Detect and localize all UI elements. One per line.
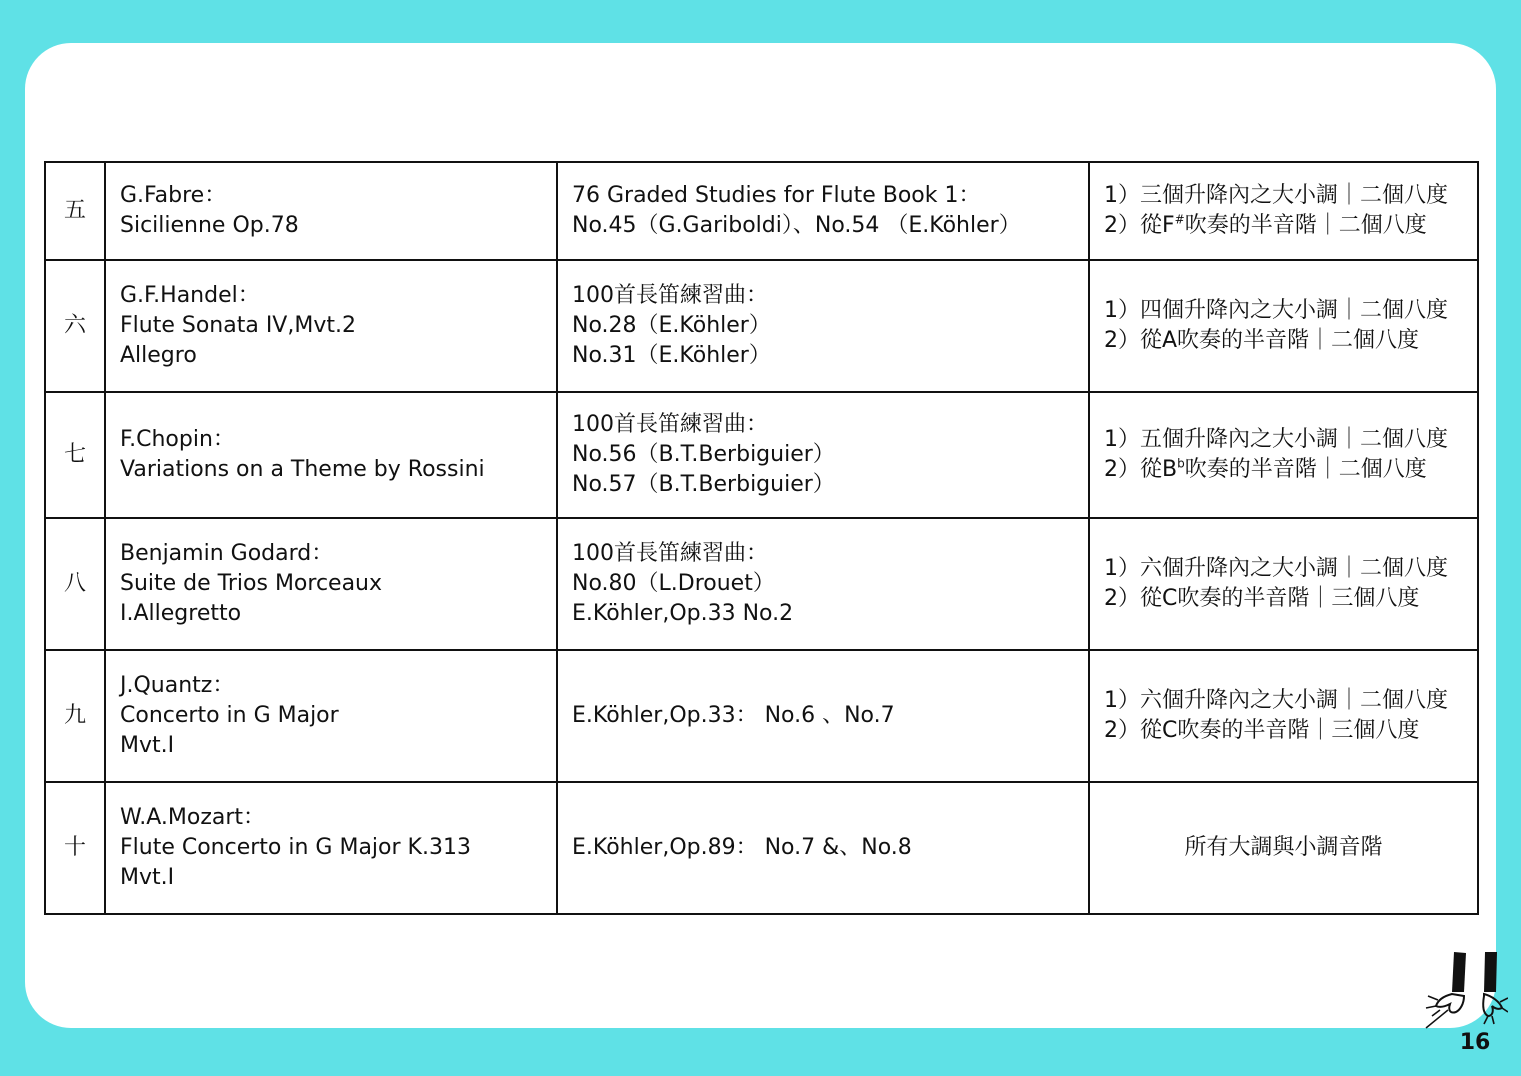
etude-line: No.57（B.T.Berbiguier） [572, 472, 835, 497]
piece-line: Flute Sonata IV,Mvt.2 [120, 313, 356, 338]
scales-cell [1089, 260, 1478, 392]
scale-text: 2）從F [1104, 213, 1175, 238]
piece-line: Mvt.I [120, 733, 175, 758]
scale-text: 1）五個升降內之大小調｜二個八度 [1104, 427, 1448, 452]
piece-line: Variations on a Theme by Rossini [120, 457, 485, 482]
piece-cell [105, 162, 557, 260]
scale-line [1104, 181, 1463, 211]
piece-line: J.Quantz： [120, 673, 235, 698]
etude-line: No.56（B.T.Berbiguier） [572, 442, 835, 467]
grade-cell: 五 [45, 162, 105, 260]
etude-line: E.Köhler,Op.33 No.2 [572, 601, 794, 626]
scale-line [1104, 425, 1463, 455]
piece-line: W.A.Mozart： [120, 805, 266, 830]
etude-line: No.80（L.Drouet） [572, 571, 775, 596]
etude-line: E.Köhler,Op.89： No.7 &、No.8 [572, 835, 912, 860]
table-row [45, 518, 1478, 650]
piece-cell [105, 650, 557, 782]
scale-text: 吹奏的半音階｜二個八度 [1184, 457, 1427, 482]
scale-line [1104, 455, 1463, 485]
scale-line [1104, 326, 1463, 356]
piece-line: I.Allegretto [120, 601, 242, 626]
scale-line [1104, 686, 1463, 716]
etude-line: 76 Graded Studies for Flute Book 1： [572, 183, 981, 208]
table-row [45, 650, 1478, 782]
table-row [45, 260, 1478, 392]
piece-cell [105, 260, 557, 392]
page-number: 16 [1459, 1030, 1491, 1055]
scale-text: 2）從C吹奏的半音階｜三個八度 [1104, 718, 1420, 743]
table-row [45, 782, 1478, 914]
scale-text: 1）六個升降內之大小調｜二個八度 [1104, 688, 1448, 713]
etude-line: No.28（E.Köhler） [572, 313, 771, 338]
scales-cell [1089, 392, 1478, 518]
etude-cell [557, 782, 1089, 914]
accidental-mark: b [1177, 456, 1185, 471]
piece-line: Mvt.I [120, 865, 175, 890]
grade-cell: 七 [45, 392, 105, 518]
piece-line: G.F.Handel： [120, 283, 260, 308]
scale-text: 1）六個升降內之大小調｜二個八度 [1104, 556, 1448, 581]
scale-line [1104, 716, 1463, 746]
etude-line: 100首長笛練習曲： [572, 283, 768, 308]
grade-cell: 九 [45, 650, 105, 782]
scale-text: 1）三個升降內之大小調｜二個八度 [1104, 183, 1448, 208]
scales-cell [1089, 650, 1478, 782]
table-row [45, 392, 1478, 518]
grade-cell: 六 [45, 260, 105, 392]
scale-line [1104, 211, 1463, 241]
scale-text: 所有大調與小調音階 [1184, 835, 1383, 860]
etude-cell [557, 518, 1089, 650]
accidental-mark: # [1174, 212, 1185, 227]
piece-line: G.Fabre： [120, 183, 227, 208]
scales-cell [1089, 782, 1478, 914]
scale-line [1104, 584, 1463, 614]
etude-cell [557, 392, 1089, 518]
scale-text: 2）從C吹奏的半音階｜三個八度 [1104, 586, 1420, 611]
etude-cell [557, 650, 1089, 782]
etude-line: 100首長笛練習曲： [572, 541, 768, 566]
piece-line: Suite de Trios Morceaux [120, 571, 383, 596]
scale-line [1104, 554, 1463, 584]
scale-line [1104, 833, 1463, 863]
etude-cell [557, 162, 1089, 260]
piece-cell [105, 518, 557, 650]
grade-cell: 十 [45, 782, 105, 914]
piece-line: F.Chopin： [120, 427, 235, 452]
conductor-hands-icon [1422, 950, 1508, 1030]
scales-cell [1089, 162, 1478, 260]
piece-cell [105, 782, 557, 914]
piece-line: Sicilienne Op.78 [120, 213, 299, 238]
piece-line: Allegro [120, 343, 197, 368]
syllabus-table [44, 161, 1479, 915]
scale-text: 2）從A吹奏的半音階｜二個八度 [1104, 328, 1420, 353]
etude-line: 100首長笛練習曲： [572, 412, 768, 437]
scales-cell [1089, 518, 1478, 650]
piece-line: Flute Concerto in G Major K.313 [120, 835, 471, 860]
table-row [45, 162, 1478, 260]
piece-cell [105, 392, 557, 518]
etude-line: No.45（G.Gariboldi）、No.54 （E.Köhler） [572, 213, 1021, 238]
table-body [45, 162, 1478, 914]
scale-text: 2）從B [1104, 457, 1178, 482]
piece-line: Concerto in G Major [120, 703, 339, 728]
etude-line: No.31（E.Köhler） [572, 343, 771, 368]
scale-line [1104, 296, 1463, 326]
scale-text: 1）四個升降內之大小調｜二個八度 [1104, 298, 1448, 323]
scale-text: 吹奏的半音階｜二個八度 [1184, 213, 1427, 238]
etude-line: E.Köhler,Op.33： No.6 、No.7 [572, 703, 895, 728]
grade-cell: 八 [45, 518, 105, 650]
piece-line: Benjamin Godard： [120, 541, 334, 566]
etude-cell [557, 260, 1089, 392]
